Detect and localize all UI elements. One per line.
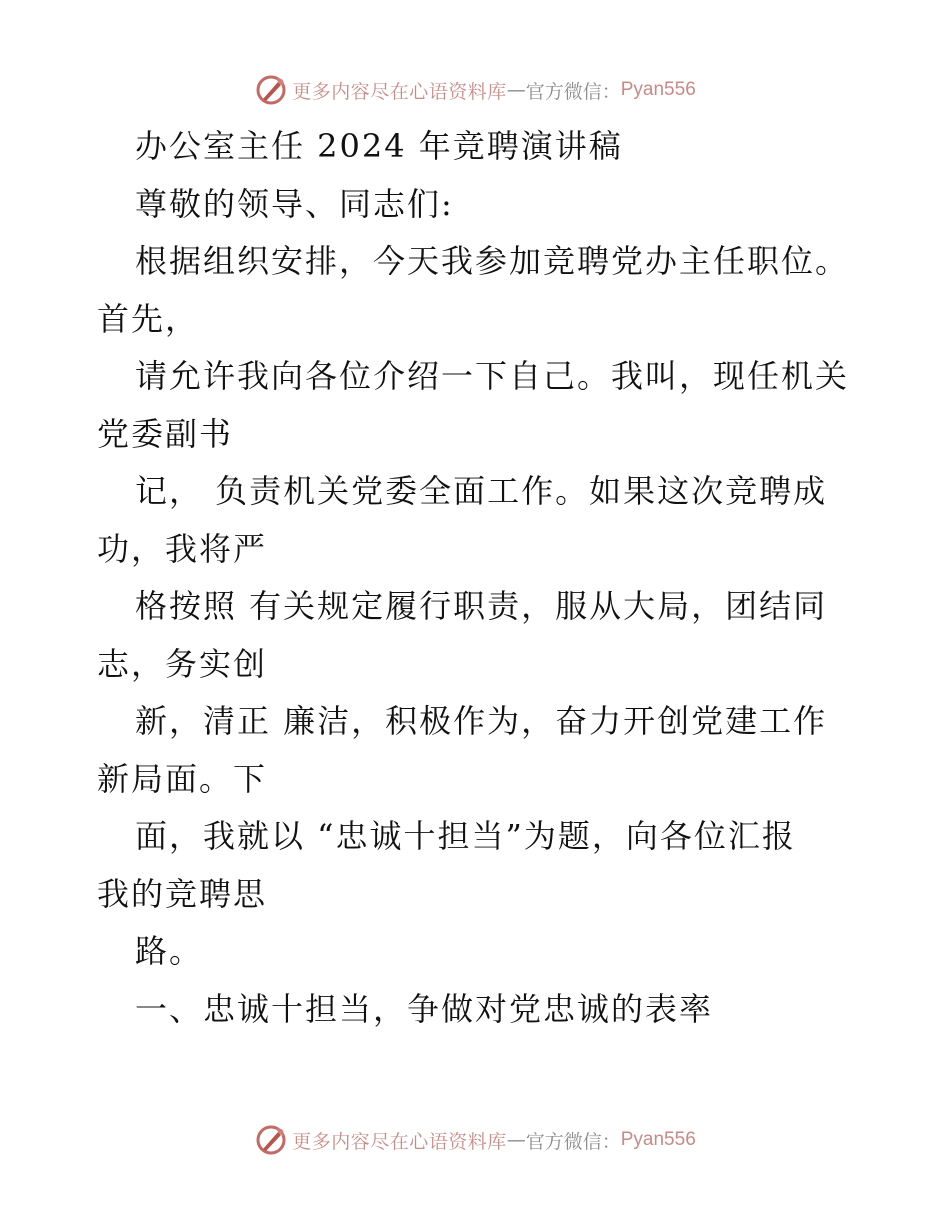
text-line: 格按照 有关规定履行职责，服从大局，团结同: [135, 587, 828, 625]
watermark-separator: —: [506, 79, 526, 101]
text-line: 功，我将严: [97, 529, 268, 568]
watermark-label: 官方微信：: [525, 80, 621, 103]
text-line: 新，清正 廉洁，积极作为，奋力开创党建工作: [135, 702, 828, 740]
text-line: 党委副书: [97, 414, 234, 453]
text-line: 志，务实创: [97, 644, 268, 683]
watermark-separator: —: [506, 1129, 526, 1151]
text-line: 路。: [135, 932, 204, 970]
header-watermark: [0, 70, 950, 110]
watermark-text: 更多内容尽在心语资料库: [292, 80, 507, 103]
watermark-id: Pyan556: [620, 1129, 696, 1150]
footer-watermark: [0, 1120, 950, 1160]
text-line: 记， 负责机关党委全面工作。如果这次竞聘成: [135, 472, 828, 510]
document-title: 办公室主任 2024 年竞聘演讲稿: [135, 127, 623, 165]
text-line: 根据组织安排，今天我参加竞聘党办主任职位。: [135, 242, 850, 280]
salutation: 尊敬的领导、同志们:: [135, 184, 454, 223]
watermark-label: 官方微信：: [525, 1130, 621, 1153]
watermark-id: Pyan556: [620, 79, 696, 100]
text-line: 请允许我向各位介绍一下自己。我叫，现任机关: [135, 357, 850, 395]
section-heading: 一、忠诚十担当，争做对党忠诚的表率: [135, 989, 714, 1028]
text-line: 新局面。下: [97, 759, 268, 798]
text-line: 面，我就以 “忠诚十担当”为题，向各位汇报: [135, 817, 796, 855]
quill-logo-icon: [254, 1123, 288, 1157]
quill-logo-icon: [254, 73, 288, 107]
document-body: [97, 118, 867, 1038]
text-line: 首先，: [97, 299, 200, 338]
watermark-text: 更多内容尽在心语资料库: [292, 1130, 507, 1153]
text-line: 我的竞聘思: [97, 874, 268, 913]
